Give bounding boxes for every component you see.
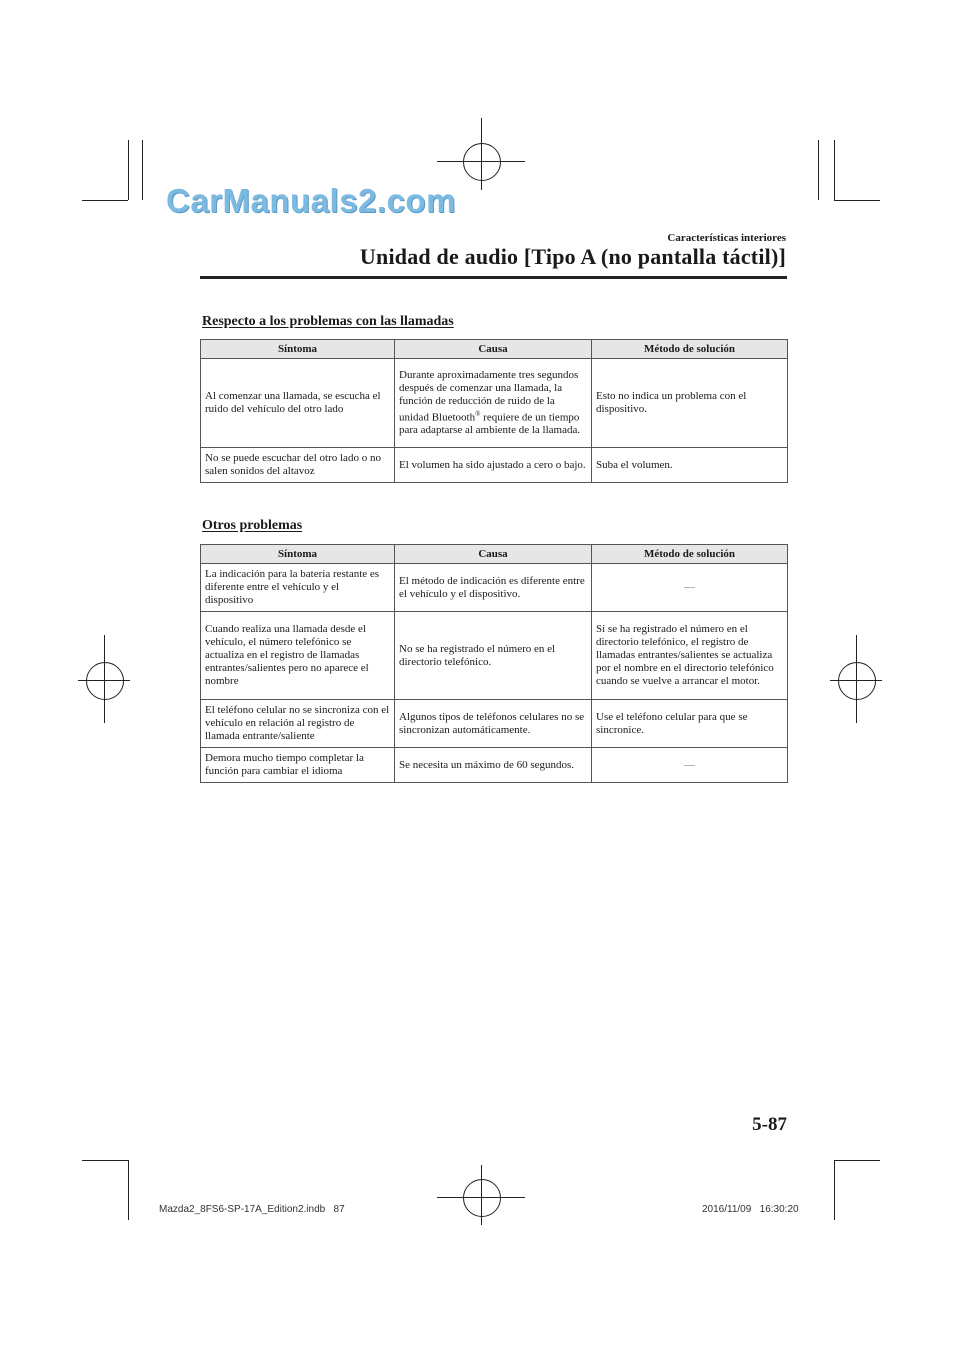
- solution-cell: Suba el volumen.: [592, 448, 788, 483]
- solution-cell: Use el teléfono celular para que se sincronice.: [592, 700, 788, 748]
- column-header-symptom: Síntoma: [201, 340, 395, 359]
- other-problems-heading: Otros problemas: [202, 518, 303, 533]
- table-row: [201, 448, 788, 483]
- column-header-symptom: Síntoma: [201, 545, 395, 564]
- table-row: [201, 564, 788, 612]
- symptom-cell: Al comenzar una llamada, se escucha el ruido del vehículo del otro lado: [201, 359, 395, 448]
- column-header-solution: Método de solución: [592, 545, 788, 564]
- cause-cell: No se ha registrado el número en el directorio telefónico.: [395, 612, 592, 700]
- column-header-cause: Causa: [395, 340, 592, 359]
- cause-cell: El volumen ha sido ajustado a cero o bajo.: [395, 448, 592, 483]
- table-row: [201, 700, 788, 748]
- page-title: Unidad de audio [Tipo A (no pantalla táctil)]: [359, 244, 786, 269]
- cause-cell: Algunos tipos de teléfonos celulares no se sincronizan automáticamente.: [395, 700, 592, 748]
- table-header-row: [201, 545, 788, 564]
- cause-cell: El método de indicación es diferente entre el vehículo y el dispositivo.: [395, 564, 592, 612]
- cause-text: Durante aproximadamente tres segundos después de comenzar una llamada, la función de reducción de ruido de la unidad Bluetooth: [399, 368, 579, 424]
- solution-cell: Esto no indica un problema con el dispositivo.: [592, 359, 788, 448]
- footer-timestamp: 2016/11/09 16:30:20: [702, 1204, 799, 1215]
- other-problems-table: [200, 544, 788, 783]
- symptom-cell: La indicación para la batería restante es diferente entre el vehículo y el dispositivo: [201, 564, 395, 612]
- solution-cell: —: [592, 748, 788, 783]
- table-header-row: [201, 340, 788, 359]
- symptom-cell: No se puede escuchar del otro lado o no salen sonidos del altavoz: [201, 448, 395, 483]
- table-row: [201, 748, 788, 783]
- solution-cell: —: [592, 564, 788, 612]
- table-row: [201, 359, 788, 448]
- call-problems-heading: Respecto a los problemas con las llamadas: [202, 314, 454, 329]
- symptom-cell: El teléfono celular no se sincroniza con el vehículo en relación al registro de llamada entrante/saliente: [201, 700, 395, 748]
- cause-cell: [395, 359, 592, 448]
- table-row: [201, 612, 788, 700]
- column-header-solution: Método de solución: [592, 340, 788, 359]
- symptom-cell: Demora mucho tiempo completar la función para cambiar el idioma: [201, 748, 395, 783]
- section-name: Características interiores: [667, 232, 786, 244]
- solution-cell: Si se ha registrado el número en el directorio telefónico, el registro de llamadas entrantes/salientes se actualiza por el nombre en el directorio telefónico cuando se vuelve a arrancar el motor.: [592, 612, 788, 700]
- cause-text-continued: requiere de un tiempo para adaptarse al ambiente de la llamada.: [399, 411, 581, 437]
- page-number: 5-87: [752, 1114, 787, 1135]
- column-header-cause: Causa: [395, 545, 592, 564]
- watermark-logo: CarManuals2.com: [166, 182, 456, 219]
- cause-cell: Se necesita un máximo de 60 segundos.: [395, 748, 592, 783]
- registered-mark: ®: [475, 409, 481, 418]
- symptom-cell: Cuando realiza una llamada desde el vehículo, el número telefónico se actualiza en el registro de llamadas entrantes/salientes pero no aparece el nombre: [201, 612, 395, 700]
- header-rule: [200, 276, 787, 279]
- call-problems-table: [200, 339, 788, 483]
- footer-file-name: Mazda2_8FS6-SP-17A_Edition2.indb 87: [159, 1204, 345, 1215]
